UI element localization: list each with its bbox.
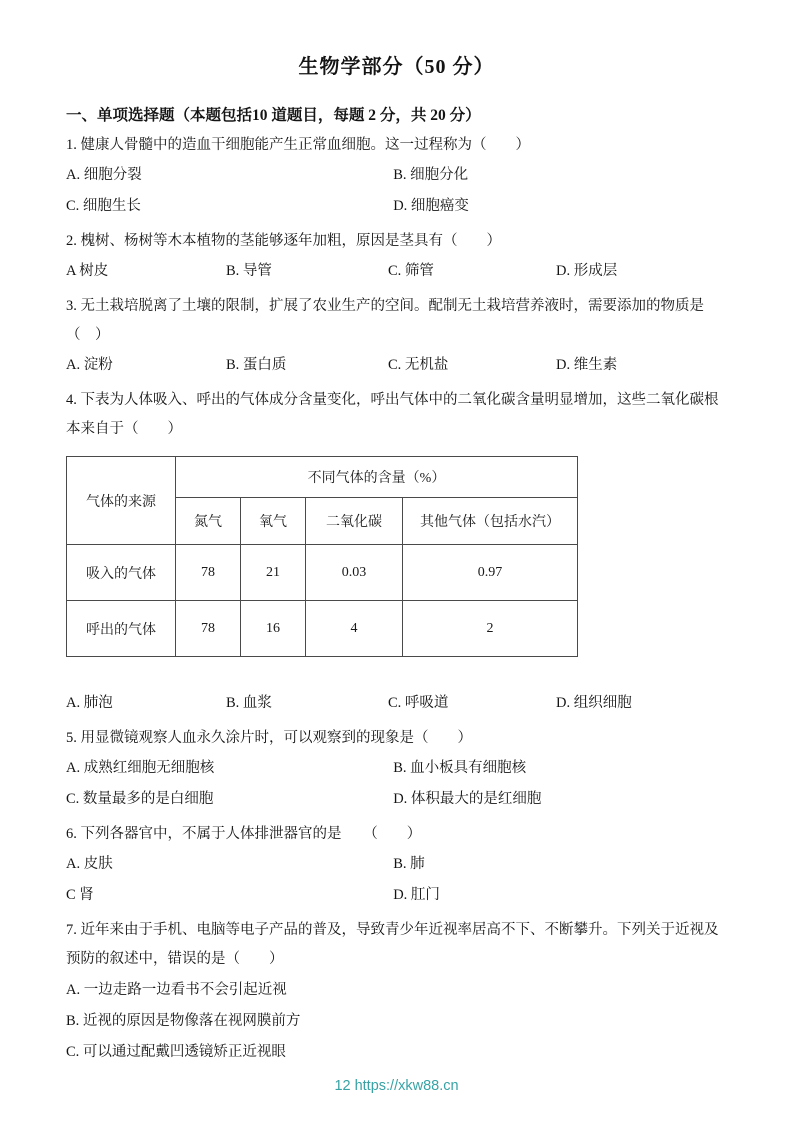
options-group [66, 161, 727, 221]
option-a: A. 皮肤 [66, 856, 113, 872]
table-corner-header: 气体的来源 [67, 457, 176, 545]
table-cell: 21 [241, 545, 306, 601]
option-d: D. 肛门 [393, 887, 440, 903]
table-column-header: 氮气 [176, 498, 241, 545]
question-stem-6: 6. 下列各器官中，不属于人体排泄器官的是 （ ） [66, 826, 422, 842]
option-b: B. 血浆 [226, 695, 272, 711]
table-cell: 16 [241, 601, 306, 657]
table-column-header: 其他气体（包括水汽） [403, 498, 578, 545]
footer-link[interactable]: 12 https://xkw88.cn [334, 1078, 459, 1094]
questions-container [66, 131, 727, 1067]
options-group [66, 850, 727, 910]
table-cell: 78 [176, 545, 241, 601]
question-stem-4: 4. 下表为人体吸入、呼出的气体成分含量变化，呼出气体中的二氧化碳含量明显增加，这些二氧化碳根本来自于（ ） [66, 392, 719, 437]
table-row-label: 呼出的气体 [67, 601, 176, 657]
table-row [67, 545, 578, 601]
question-block-1 [66, 131, 727, 221]
option-b: B. 导管 [226, 263, 272, 279]
table-column-header: 氧气 [241, 498, 306, 545]
option-a: A. 一边走路一边看书不会引起近视 [66, 982, 287, 998]
table-row [67, 601, 578, 657]
question-stem-2: 2. 槐树、杨树等木本植物的茎能够逐年加粗，原因是茎具有（ ） [66, 233, 501, 249]
option-d: D. 体积最大的是红细胞 [393, 791, 542, 807]
option-c: C. 筛管 [388, 263, 434, 279]
option-c: C. 无机盐 [388, 357, 449, 373]
option-d: D. 形成层 [556, 263, 618, 279]
table-cell: 4 [306, 601, 403, 657]
table-column-header: 二氧化碳 [306, 498, 403, 545]
option-b: B. 细胞分化 [393, 167, 469, 183]
question-block-3 [66, 292, 727, 380]
option-d: D. 细胞癌变 [393, 198, 469, 214]
options-group [66, 257, 727, 286]
gas-content-table [66, 456, 578, 657]
table-group-header: 不同气体的含量（%） [176, 457, 578, 498]
options-group [66, 351, 727, 380]
option-c: C 肾 [66, 887, 94, 903]
question-block-6 [66, 820, 727, 910]
option-c: C. 数量最多的是白细胞 [66, 791, 214, 807]
question-stem-1: 1. 健康人骨髓中的造血干细胞能产生正常血细胞。这一过程称为（ ） [66, 137, 530, 153]
question-block-2 [66, 227, 727, 286]
option-c: C. 细胞生长 [66, 198, 141, 214]
table-row-label: 吸入的气体 [67, 545, 176, 601]
table-cell: 78 [176, 601, 241, 657]
options-group [66, 689, 727, 718]
table-cell: 2 [403, 601, 578, 657]
section-header: 一、单项选择题（本题包括10 道题目，每题 2 分，共 20 分） [66, 107, 481, 124]
option-b: B. 蛋白质 [226, 357, 287, 373]
question-block-4 [66, 386, 727, 718]
page-title: 生物学部分（50 分） [298, 56, 495, 78]
question-stem-7: 7. 近年来由于手机、电脑等电子产品的普及，导致青少年近视率居高不下、不断攀升。下列关于近视及预防的叙述中，错误的是（ ） [66, 922, 719, 967]
question-stem-5: 5. 用显微镜观察人血永久涂片时，可以观察到的现象是（ ） [66, 730, 472, 746]
option-a: A. 淀粉 [66, 357, 113, 373]
question-block-5 [66, 724, 727, 814]
option-b: B. 肺 [393, 856, 425, 872]
option-a: A. 成熟红细胞无细胞核 [66, 760, 215, 776]
option-a: A. 肺泡 [66, 695, 113, 711]
option-b: B. 近视的原因是物像落在视网膜前方 [66, 1013, 301, 1029]
question-stem-3: 3. 无土栽培脱离了土壤的限制，扩展了农业生产的空间。配制无土栽培营养液时，需要添加的物质是（ ） [66, 298, 704, 343]
option-c: C. 呼吸道 [388, 695, 449, 711]
option-d: D. 维生素 [556, 357, 618, 373]
question-block-7 [66, 916, 727, 1067]
option-c: C. 可以通过配戴凹透镜矫正近视眼 [66, 1044, 286, 1060]
page-footer [0, 1078, 793, 1094]
option-b: B. 血小板具有细胞核 [393, 760, 527, 776]
options-group [66, 976, 727, 1067]
option-d: D. 组织细胞 [556, 695, 632, 711]
option-a: A. 细胞分裂 [66, 167, 142, 183]
options-group [66, 754, 727, 814]
table-cell: 0.97 [403, 545, 578, 601]
option-a: A 树皮 [66, 263, 109, 279]
table-cell: 0.03 [306, 545, 403, 601]
